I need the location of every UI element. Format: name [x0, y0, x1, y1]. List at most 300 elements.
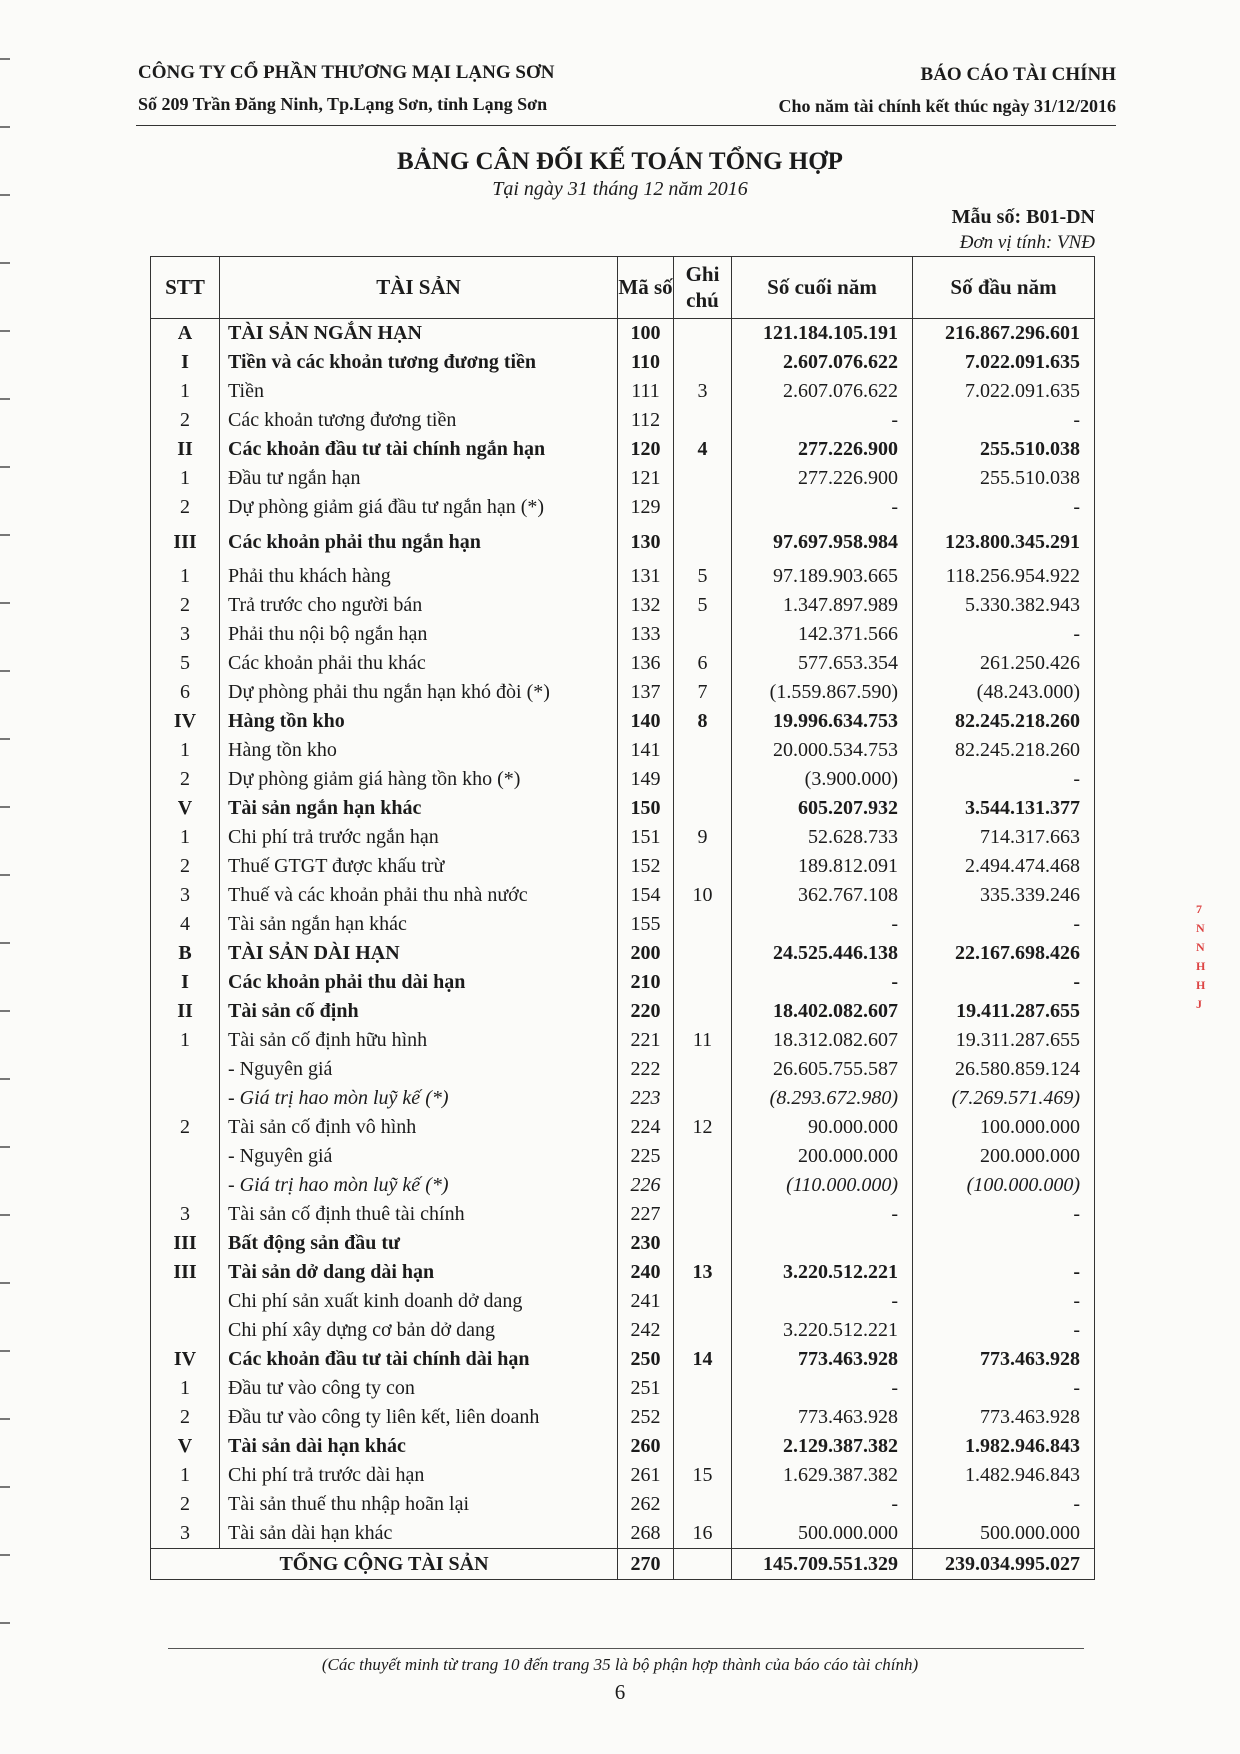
row-begin-value: 335.339.246 — [913, 881, 1095, 910]
row-begin-value: 19.411.287.655 — [913, 997, 1095, 1026]
row-code: 112 — [618, 406, 674, 435]
row-item-name: Thuế GTGT được khấu trừ — [220, 852, 618, 881]
table-row — [151, 1287, 1095, 1316]
table-row — [151, 1403, 1095, 1432]
row-stt: III — [151, 1229, 220, 1258]
row-begin-value: - — [913, 493, 1095, 522]
row-stt: 3 — [151, 881, 220, 910]
row-stt: II — [151, 997, 220, 1026]
row-end-value: 97.189.903.665 — [732, 562, 913, 591]
row-item-name: Dự phòng giảm giá đầu tư ngắn hạn (*) — [220, 493, 618, 522]
row-code: 227 — [618, 1200, 674, 1229]
row-end-value: 26.605.755.587 — [732, 1055, 913, 1084]
row-note: 15 — [674, 1461, 732, 1490]
row-stt: 1 — [151, 823, 220, 852]
row-note: 12 — [674, 1113, 732, 1142]
row-note — [674, 1229, 732, 1258]
table-row — [151, 649, 1095, 678]
row-code: 130 — [618, 522, 674, 562]
row-note — [674, 939, 732, 968]
row-end-value: - — [732, 968, 913, 997]
row-note — [674, 1055, 732, 1084]
row-begin-value: - — [913, 1316, 1095, 1345]
row-code: 226 — [618, 1171, 674, 1200]
row-code: 240 — [618, 1258, 674, 1287]
row-item-name: Chi phí xây dựng cơ bản dở dang — [220, 1316, 618, 1345]
table-row — [151, 968, 1095, 997]
row-begin-value: - — [913, 910, 1095, 939]
row-item-name: Dự phòng phải thu ngắn hạn khó đòi (*) — [220, 678, 618, 707]
row-stt: 2 — [151, 1490, 220, 1519]
row-begin-value: 19.311.287.655 — [913, 1026, 1095, 1055]
row-end-value — [732, 1229, 913, 1258]
row-stt — [151, 1142, 220, 1171]
table-header-row — [151, 257, 1095, 319]
row-stt: IV — [151, 707, 220, 736]
row-item-name: Các khoản đầu tư tài chính ngắn hạn — [220, 435, 618, 464]
row-code: 110 — [618, 348, 674, 377]
row-note: 13 — [674, 1258, 732, 1287]
page-number: 6 — [614, 1680, 626, 1704]
table-row — [151, 522, 1095, 562]
total-code: 270 — [618, 1549, 674, 1580]
row-item-name: Chi phí trả trước ngắn hạn — [220, 823, 618, 852]
row-note — [674, 997, 732, 1026]
row-note — [674, 1171, 732, 1200]
total-row — [151, 1549, 1095, 1580]
row-end-value: 3.220.512.221 — [732, 1258, 913, 1287]
header-stt: STT — [151, 257, 220, 319]
row-item-name: Tài sản dài hạn khác — [220, 1432, 618, 1461]
table-row — [151, 736, 1095, 765]
table-body — [151, 319, 1095, 1549]
row-item-name: Dự phòng giảm giá hàng tồn kho (*) — [220, 765, 618, 794]
row-item-name: Tiền — [220, 377, 618, 406]
balance-sheet-table — [150, 256, 1095, 1580]
row-end-value: - — [732, 406, 913, 435]
row-stt: 3 — [151, 1519, 220, 1549]
row-begin-value: 216.867.296.601 — [913, 319, 1095, 349]
row-note — [674, 794, 732, 823]
row-stt — [151, 1055, 220, 1084]
row-code: 149 — [618, 765, 674, 794]
row-end-value: 1.347.897.989 — [732, 591, 913, 620]
red-stamp-fragment: 7 N N H H J — [1196, 902, 1206, 1011]
row-end-value: - — [732, 910, 913, 939]
row-item-name: Tài sản thuế thu nhập hoãn lại — [220, 1490, 618, 1519]
row-end-value: 121.184.105.191 — [732, 319, 913, 349]
document-date: Tại ngày 31 tháng 12 năm 2016 — [492, 178, 748, 200]
header-item: TÀI SẢN — [220, 257, 618, 319]
row-stt: 2 — [151, 852, 220, 881]
row-stt: 2 — [151, 1113, 220, 1142]
table-row — [151, 435, 1095, 464]
row-stt: II — [151, 435, 220, 464]
row-note — [674, 765, 732, 794]
table-row — [151, 1258, 1095, 1287]
row-begin-value: 773.463.928 — [913, 1403, 1095, 1432]
row-begin-value: 82.245.218.260 — [913, 707, 1095, 736]
row-code: 111 — [618, 377, 674, 406]
row-begin-value: - — [913, 620, 1095, 649]
row-begin-value: 7.022.091.635 — [913, 348, 1095, 377]
row-note — [674, 1432, 732, 1461]
header-end-of-year: Số cuối năm — [732, 257, 913, 319]
row-note: 5 — [674, 562, 732, 591]
row-item-name: Tài sản ngắn hạn khác — [220, 910, 618, 939]
row-end-value: - — [732, 1374, 913, 1403]
row-stt: A — [151, 319, 220, 349]
table-row — [151, 319, 1095, 349]
row-item-name: Tài sản dở dang dài hạn — [220, 1258, 618, 1287]
row-code: 150 — [618, 794, 674, 823]
table-row — [151, 881, 1095, 910]
table-row — [151, 678, 1095, 707]
table-row — [151, 765, 1095, 794]
row-begin-value: 2.494.474.468 — [913, 852, 1095, 881]
row-code: 210 — [618, 968, 674, 997]
row-stt: B — [151, 939, 220, 968]
row-code: 100 — [618, 319, 674, 349]
row-code: 242 — [618, 1316, 674, 1345]
row-end-value: 20.000.534.753 — [732, 736, 913, 765]
row-begin-value — [913, 1229, 1095, 1258]
row-stt: V — [151, 1432, 220, 1461]
table-row — [151, 1229, 1095, 1258]
row-item-name: Trả trước cho người bán — [220, 591, 618, 620]
row-begin-value: - — [913, 1258, 1095, 1287]
row-end-value: 277.226.900 — [732, 464, 913, 493]
table-row — [151, 939, 1095, 968]
row-begin-value: 255.510.038 — [913, 435, 1095, 464]
row-item-name: TÀI SẢN NGẮN HẠN — [220, 319, 618, 349]
row-end-value: - — [732, 1490, 913, 1519]
row-code: 220 — [618, 997, 674, 1026]
row-end-value: 19.996.634.753 — [732, 707, 913, 736]
row-code: 250 — [618, 1345, 674, 1374]
row-note — [674, 910, 732, 939]
row-begin-value: 22.167.698.426 — [913, 939, 1095, 968]
table-row — [151, 406, 1095, 435]
header-note: Ghi chú — [674, 257, 732, 319]
row-note — [674, 852, 732, 881]
table-row — [151, 794, 1095, 823]
row-end-value: (3.900.000) — [732, 765, 913, 794]
row-begin-value: 118.256.954.922 — [913, 562, 1095, 591]
row-begin-value: 261.250.426 — [913, 649, 1095, 678]
row-note: 9 — [674, 823, 732, 852]
row-begin-value: 200.000.000 — [913, 1142, 1095, 1171]
row-begin-value: - — [913, 1287, 1095, 1316]
row-end-value: 362.767.108 — [732, 881, 913, 910]
row-item-name: - Nguyên giá — [220, 1055, 618, 1084]
row-stt: 2 — [151, 493, 220, 522]
row-item-name: Tài sản ngắn hạn khác — [220, 794, 618, 823]
row-code: 261 — [618, 1461, 674, 1490]
row-item-name: Thuế và các khoản phải thu nhà nước — [220, 881, 618, 910]
row-code: 268 — [618, 1519, 674, 1549]
row-item-name: Đầu tư vào công ty liên kết, liên doanh — [220, 1403, 618, 1432]
row-note: 16 — [674, 1519, 732, 1549]
row-item-name: Tiền và các khoản tương đương tiền — [220, 348, 618, 377]
row-begin-value: - — [913, 406, 1095, 435]
row-item-name: Tài sản cố định — [220, 997, 618, 1026]
table-row — [151, 1171, 1095, 1200]
row-begin-value: 123.800.345.291 — [913, 522, 1095, 562]
row-note: 4 — [674, 435, 732, 464]
row-note — [674, 1490, 732, 1519]
row-begin-value: 26.580.859.124 — [913, 1055, 1095, 1084]
row-begin-value: - — [913, 1490, 1095, 1519]
row-note: 3 — [674, 377, 732, 406]
row-item-name: Hàng tồn kho — [220, 707, 618, 736]
table-row — [151, 1374, 1095, 1403]
table-row — [151, 562, 1095, 591]
row-code: 141 — [618, 736, 674, 765]
row-code: 260 — [618, 1432, 674, 1461]
row-note — [674, 968, 732, 997]
table-row — [151, 997, 1095, 1026]
row-begin-value: 1.982.946.843 — [913, 1432, 1095, 1461]
row-begin-value: 82.245.218.260 — [913, 736, 1095, 765]
row-note: 10 — [674, 881, 732, 910]
row-note — [674, 1287, 732, 1316]
row-code: 133 — [618, 620, 674, 649]
row-end-value: - — [732, 1200, 913, 1229]
total-label: TỔNG CỘNG TÀI SẢN — [151, 1549, 618, 1580]
row-stt: I — [151, 968, 220, 997]
row-stt: 1 — [151, 377, 220, 406]
row-stt: 1 — [151, 1026, 220, 1055]
row-item-name: Đầu tư vào công ty con — [220, 1374, 618, 1403]
total-begin-value: 239.034.995.027 — [913, 1549, 1095, 1580]
row-begin-value: - — [913, 1374, 1095, 1403]
row-note — [674, 493, 732, 522]
row-code: 129 — [618, 493, 674, 522]
total-note — [674, 1549, 732, 1580]
row-item-name: Chi phí trả trước dài hạn — [220, 1461, 618, 1490]
row-note — [674, 522, 732, 562]
row-stt: 2 — [151, 591, 220, 620]
row-stt: I — [151, 348, 220, 377]
row-code: 200 — [618, 939, 674, 968]
row-note — [674, 1374, 732, 1403]
row-item-name: Tài sản dài hạn khác — [220, 1519, 618, 1549]
table-row — [151, 1084, 1095, 1113]
row-code: 223 — [618, 1084, 674, 1113]
header-divider — [136, 125, 1116, 126]
row-stt: 1 — [151, 736, 220, 765]
table-row — [151, 1316, 1095, 1345]
row-begin-value: 714.317.663 — [913, 823, 1095, 852]
header-code: Mã số — [618, 257, 674, 319]
row-stt: 6 — [151, 678, 220, 707]
row-item-name: Bất động sản đầu tư — [220, 1229, 618, 1258]
row-begin-value: 100.000.000 — [913, 1113, 1095, 1142]
row-item-name: Tài sản cố định hữu hình — [220, 1026, 618, 1055]
row-code: 152 — [618, 852, 674, 881]
footnote: (Các thuyết minh từ trang 10 đến trang 35 là bộ phận hợp thành của báo cáo tài chính) — [321, 1655, 919, 1674]
row-item-name: Các khoản tương đương tiền — [220, 406, 618, 435]
row-item-name: Tài sản cố định thuê tài chính — [220, 1200, 618, 1229]
row-note — [674, 736, 732, 765]
row-stt: III — [151, 1258, 220, 1287]
row-stt: 1 — [151, 1461, 220, 1490]
row-item-name: Các khoản phải thu ngắn hạn — [220, 522, 618, 562]
row-end-value: 18.402.082.607 — [732, 997, 913, 1026]
row-stt: 4 — [151, 910, 220, 939]
row-end-value: 18.312.082.607 — [732, 1026, 913, 1055]
row-code: 224 — [618, 1113, 674, 1142]
row-stt: 5 — [151, 649, 220, 678]
report-period: Cho năm tài chính kết thúc ngày 31/12/2016 — [778, 96, 1116, 116]
row-begin-value: 773.463.928 — [913, 1345, 1095, 1374]
row-item-name: - Nguyên giá — [220, 1142, 618, 1171]
row-end-value: (8.293.672.980) — [732, 1084, 913, 1113]
row-end-value: 142.371.566 — [732, 620, 913, 649]
row-stt — [151, 1084, 220, 1113]
row-note — [674, 348, 732, 377]
row-begin-value: - — [913, 765, 1095, 794]
row-begin-value: 5.330.382.943 — [913, 591, 1095, 620]
row-end-value: 189.812.091 — [732, 852, 913, 881]
row-item-name: - Giá trị hao mòn luỹ kế (*) — [220, 1084, 618, 1113]
row-item-name: TÀI SẢN DÀI HẠN — [220, 939, 618, 968]
table-row — [151, 1142, 1095, 1171]
row-end-value: 2.607.076.622 — [732, 377, 913, 406]
row-code: 121 — [618, 464, 674, 493]
row-code: 230 — [618, 1229, 674, 1258]
row-stt: IV — [151, 1345, 220, 1374]
row-item-name: - Giá trị hao mòn luỹ kế (*) — [220, 1171, 618, 1200]
row-code: 154 — [618, 881, 674, 910]
table-row — [151, 1026, 1095, 1055]
row-end-value: 97.697.958.984 — [732, 522, 913, 562]
table-row — [151, 823, 1095, 852]
row-code: 132 — [618, 591, 674, 620]
row-note: 6 — [674, 649, 732, 678]
header-beginning-of-year: Số đầu năm — [913, 257, 1095, 319]
table-row — [151, 464, 1095, 493]
table-row — [151, 1113, 1095, 1142]
row-code: 262 — [618, 1490, 674, 1519]
row-note — [674, 1142, 732, 1171]
row-note: 5 — [674, 591, 732, 620]
row-stt — [151, 1171, 220, 1200]
row-begin-value: (100.000.000) — [913, 1171, 1095, 1200]
row-begin-value: (48.243.000) — [913, 678, 1095, 707]
row-stt — [151, 1316, 220, 1345]
row-note — [674, 1316, 732, 1345]
row-code: 151 — [618, 823, 674, 852]
table-row — [151, 1519, 1095, 1549]
table-row — [151, 1490, 1095, 1519]
row-end-value: 3.220.512.221 — [732, 1316, 913, 1345]
table-row — [151, 1461, 1095, 1490]
table-row — [151, 1200, 1095, 1229]
row-note — [674, 1084, 732, 1113]
table-row — [151, 1432, 1095, 1461]
row-begin-value: 500.000.000 — [913, 1519, 1095, 1549]
row-code: 241 — [618, 1287, 674, 1316]
row-note — [674, 620, 732, 649]
row-note — [674, 1200, 732, 1229]
row-item-name: Các khoản phải thu khác — [220, 649, 618, 678]
row-item-name: Đầu tư ngắn hạn — [220, 464, 618, 493]
row-code: 137 — [618, 678, 674, 707]
table-row — [151, 910, 1095, 939]
row-note: 7 — [674, 678, 732, 707]
binding-margin-marks — [0, 0, 14, 1754]
row-end-value: 200.000.000 — [732, 1142, 913, 1171]
row-end-value: (110.000.000) — [732, 1171, 913, 1200]
row-note — [674, 1403, 732, 1432]
footer-divider — [168, 1648, 1084, 1649]
table-row — [151, 1055, 1095, 1084]
row-begin-value: 1.482.946.843 — [913, 1461, 1095, 1490]
row-note — [674, 406, 732, 435]
row-stt: 3 — [151, 1200, 220, 1229]
row-code: 120 — [618, 435, 674, 464]
row-end-value: 24.525.446.138 — [732, 939, 913, 968]
row-item-name: Tài sản cố định vô hình — [220, 1113, 618, 1142]
row-end-value: 605.207.932 — [732, 794, 913, 823]
company-address: Số 209 Trần Đăng Ninh, Tp.Lạng Sơn, tỉnh Lạng Sơn — [138, 94, 548, 114]
table-row — [151, 348, 1095, 377]
row-stt: 1 — [151, 1374, 220, 1403]
row-item-name: Chi phí sản xuất kinh doanh dở dang — [220, 1287, 618, 1316]
row-end-value: 2.607.076.622 — [732, 348, 913, 377]
table-row — [151, 377, 1095, 406]
row-end-value: - — [732, 1287, 913, 1316]
row-end-value: 1.629.387.382 — [732, 1461, 913, 1490]
row-end-value: 2.129.387.382 — [732, 1432, 913, 1461]
row-end-value: 90.000.000 — [732, 1113, 913, 1142]
document-title: BẢNG CÂN ĐỐI KẾ TOÁN TỔNG HỢP — [397, 148, 843, 175]
row-note: 14 — [674, 1345, 732, 1374]
table-row — [151, 1345, 1095, 1374]
row-end-value: - — [732, 493, 913, 522]
table-row — [151, 493, 1095, 522]
row-end-value: 277.226.900 — [732, 435, 913, 464]
row-note — [674, 319, 732, 349]
row-code: 221 — [618, 1026, 674, 1055]
row-end-value: 52.628.733 — [732, 823, 913, 852]
row-code: 155 — [618, 910, 674, 939]
row-end-value: 577.653.354 — [732, 649, 913, 678]
row-begin-value: - — [913, 1200, 1095, 1229]
row-end-value: 773.463.928 — [732, 1345, 913, 1374]
row-code: 131 — [618, 562, 674, 591]
row-stt: V — [151, 794, 220, 823]
row-stt: 2 — [151, 406, 220, 435]
row-begin-value: 3.544.131.377 — [913, 794, 1095, 823]
row-item-name: Phải thu khách hàng — [220, 562, 618, 591]
table-row — [151, 707, 1095, 736]
row-end-value: 773.463.928 — [732, 1403, 913, 1432]
row-begin-value: 7.022.091.635 — [913, 377, 1095, 406]
table-row — [151, 852, 1095, 881]
row-note: 11 — [674, 1026, 732, 1055]
row-code: 251 — [618, 1374, 674, 1403]
row-begin-value: - — [913, 968, 1095, 997]
total-end-value: 145.709.551.329 — [732, 1549, 913, 1580]
row-code: 140 — [618, 707, 674, 736]
row-item-name: Phải thu nội bộ ngắn hạn — [220, 620, 618, 649]
row-code: 222 — [618, 1055, 674, 1084]
table-row — [151, 591, 1095, 620]
row-item-name: Các khoản đầu tư tài chính dài hạn — [220, 1345, 618, 1374]
